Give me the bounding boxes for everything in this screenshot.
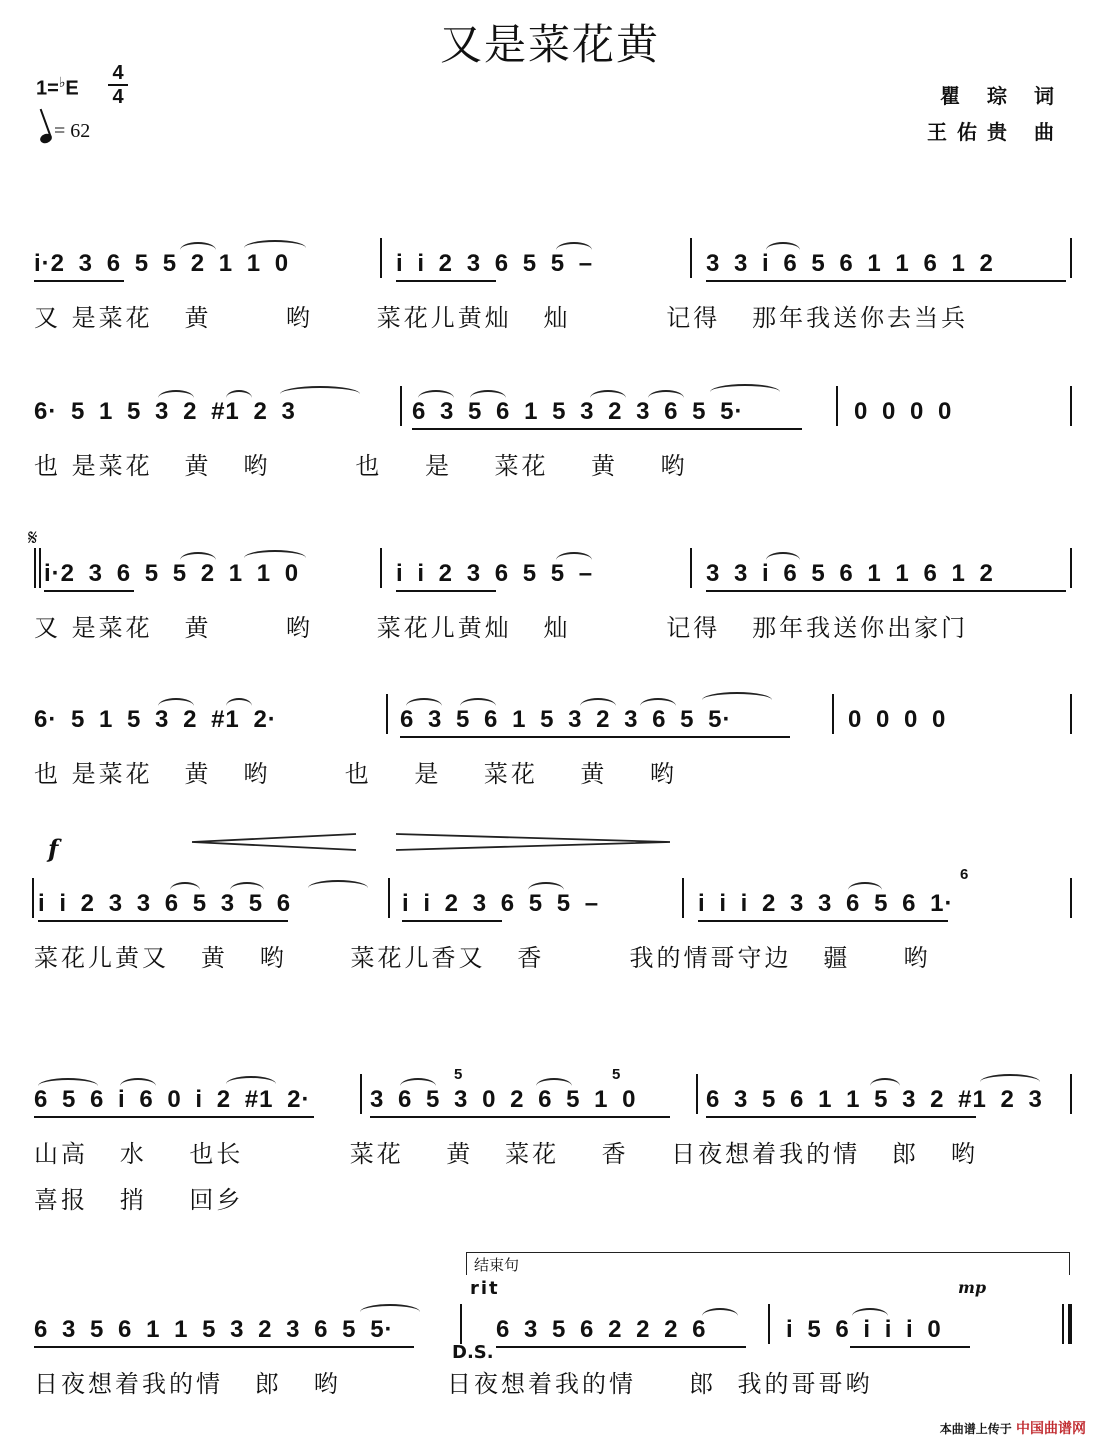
slur [180,242,216,258]
key-prefix: 1= [36,77,59,100]
flat-symbol: ♭ [58,74,66,90]
measure: 3 3 i 6 5 6 1 1 6 1 2 [706,560,994,587]
grace-note: 5 [454,1066,464,1083]
slur [170,882,200,898]
notes-line [30,240,1075,284]
beam [400,736,790,738]
decrescendo-hairpin [396,834,670,850]
beam [706,280,1066,282]
barline [380,238,382,278]
measure: 3 6 5 3 0 2 6 5 1 0 [370,1086,637,1113]
lyrics-line: 又 是菜花 黄 哟 菜花儿黄灿 灿 记得 那年我送你去当兵 [34,304,969,332]
final-barline [1062,1304,1064,1344]
slur [418,390,454,406]
slur [158,698,194,714]
dynamic-mezzo-piano: mp [958,1278,987,1297]
footer-brand-logo: 中国曲谱网 [1016,1421,1086,1437]
measure: 6 3 5 6 1 5 3 2 3 6 5 5· [412,398,744,425]
lyrics-line: 菜花儿黄又 黄 哟 菜花儿香又 香 我的情哥守边 疆 哟 [34,944,931,972]
measure: i i 2 3 6 5 5 – [402,890,600,917]
lyrics-line: 也 是菜花 黄 哟 也 是 菜花 黄 哟 [34,452,688,480]
beam [38,920,288,922]
slur [528,882,564,898]
segno-sign: 𝄋 [28,526,38,551]
beam [396,280,496,282]
footer-watermark [940,1418,1086,1438]
beam [34,1116,314,1118]
barline [690,238,692,278]
lyrics-line: 又 是菜花 黄 哟 菜花儿黄灿 灿 记得 那年我送你出家门 [34,614,969,642]
system-6 [30,1066,1075,1216]
slur [460,698,496,714]
slur [710,384,780,400]
time-signature-top: 4 [112,62,124,84]
barline [388,878,390,918]
beam [412,428,802,430]
measure: 6 5 6 i 6 0 i 2 #1 2· [34,1086,311,1113]
beam [34,280,124,282]
lyrics-line: 日夜想着我的情 郎 哟 日夜想着我的情 郎 我的哥哥哟 [34,1370,873,1398]
beam [706,1116,976,1118]
notes-line [30,866,1075,924]
dal-segno-marking: D.S. [452,1342,494,1363]
barline [696,1074,698,1114]
slur [648,390,684,406]
dynamic-forte: f [48,834,59,863]
lyrics-line: 山高 水 也长 菜花 黄 菜花 香 日夜想着我的情 郎 哟 [34,1140,978,1168]
slur [852,1308,888,1324]
slur [470,390,506,406]
beam [44,590,134,592]
system-3 [28,526,1075,642]
notes-line [30,550,1075,594]
barline [690,548,692,588]
crescendo-hairpin [192,834,356,850]
slur [870,1078,900,1094]
score-title: 又是菜花黄 [439,20,660,69]
barline [400,386,402,426]
lyrics-line-verse-2: 喜报 捎 回乡 [34,1186,244,1214]
barline [832,694,834,734]
beam [370,1116,670,1118]
repeat-barline [34,548,36,588]
beam [496,1346,746,1348]
beam [402,920,502,922]
slur [556,552,592,568]
slur [180,552,216,568]
measure: i i 2 3 6 5 5 – [396,250,594,277]
measure: i i i 2 3 3 6 5 6 1· [698,890,954,917]
system-1 [30,240,1075,330]
slur [280,386,360,402]
slur [244,240,306,256]
ritardando-marking: rit [470,1278,500,1299]
slur [580,698,616,714]
system-4 [30,696,1075,786]
barline [1070,238,1072,278]
lyricist-credit: 瞿 琮 词 [940,84,1064,108]
measure: 6 3 5 6 1 5 3 2 3 6 5 5· [400,706,732,733]
repeat-barline [39,548,41,588]
slur [766,552,800,568]
grace-note: 5 [612,1066,622,1083]
quarter-note-icon [39,132,53,145]
time-signature-bottom: 4 [112,86,124,108]
barline [682,878,684,918]
slur [226,698,252,714]
slur [226,390,252,406]
barline [1070,548,1072,588]
slur [766,242,800,258]
beam [850,1346,970,1348]
slur [400,1078,436,1094]
measure: i 5 6 i i i 0 [786,1316,942,1343]
slur [702,692,772,708]
key-note: E [65,77,79,100]
measure: i·2 3 6 5 5 2 1 1 0 [34,250,290,277]
barline [386,694,388,734]
coda-bracket [466,1252,1070,1275]
time-signature [108,62,128,108]
slur [230,882,264,898]
measure: 0 0 0 0 [854,398,953,425]
barline [1070,386,1072,426]
coda-label: 结束句 [474,1256,520,1274]
system-7 [30,1306,1075,1396]
beam [396,590,496,592]
measure: 6 3 5 6 1 1 5 3 2 #1 2 3 [706,1086,1043,1113]
measure: 6 3 5 6 2 2 2 6 [496,1316,707,1343]
lyrics-line: 也 是菜花 黄 哟 也 是 菜花 黄 哟 [34,760,677,788]
system-2 [30,388,1075,478]
barline [1070,878,1072,918]
key-signature [36,74,79,101]
beam [34,1346,414,1348]
measure: i i 2 3 3 6 5 3 5 6 [38,890,292,917]
notes-line [30,1066,1075,1120]
slur [702,1308,738,1324]
slur [406,698,442,714]
slur [120,1078,156,1094]
notes-line [30,696,1075,740]
repeat-start-barline [32,878,34,918]
measure: 3 3 i 6 5 6 1 1 6 1 2 [706,250,994,277]
crescendo-decrescendo-hairpins [190,830,680,854]
slur [590,390,626,406]
slur [640,698,676,714]
measure: 0 0 0 0 [848,706,947,733]
measure: 6 3 5 6 1 1 5 3 2 3 6 5 5· [34,1316,394,1343]
slur [980,1074,1040,1090]
grace-note: 6 [960,866,970,883]
notes-line [30,388,1075,432]
slur [360,1304,420,1320]
measure: 6· 5 1 5 3 2 #1 2· [34,706,277,733]
barline [836,386,838,426]
measure: 6· 5 1 5 3 2 #1 2 3 [34,398,296,425]
beam [706,590,1066,592]
measure: i i 2 3 6 5 5 – [396,560,594,587]
slur [848,882,882,898]
barline [1070,1074,1072,1114]
slur [536,1078,572,1094]
tempo-value: = 62 [54,120,91,142]
final-barline-thick [1068,1304,1072,1344]
repeat-end-barline [460,1304,462,1344]
slur [226,1076,276,1092]
slur [556,242,592,258]
barline [380,548,382,588]
slur [38,1078,98,1094]
composer-credit: 王佑贵 曲 [927,120,1064,144]
slur [244,550,306,566]
slur [158,390,194,406]
beam [698,920,948,922]
barline [360,1074,362,1114]
tempo-marking [40,120,90,143]
footer-text: 本曲谱上传于 [939,1422,1012,1436]
barline [768,1304,770,1344]
barline [1070,694,1072,734]
system-5 [30,866,1075,972]
notes-line [30,1306,1075,1350]
slur [308,880,368,896]
measure: i·2 3 6 5 5 2 1 1 0 [44,560,300,587]
